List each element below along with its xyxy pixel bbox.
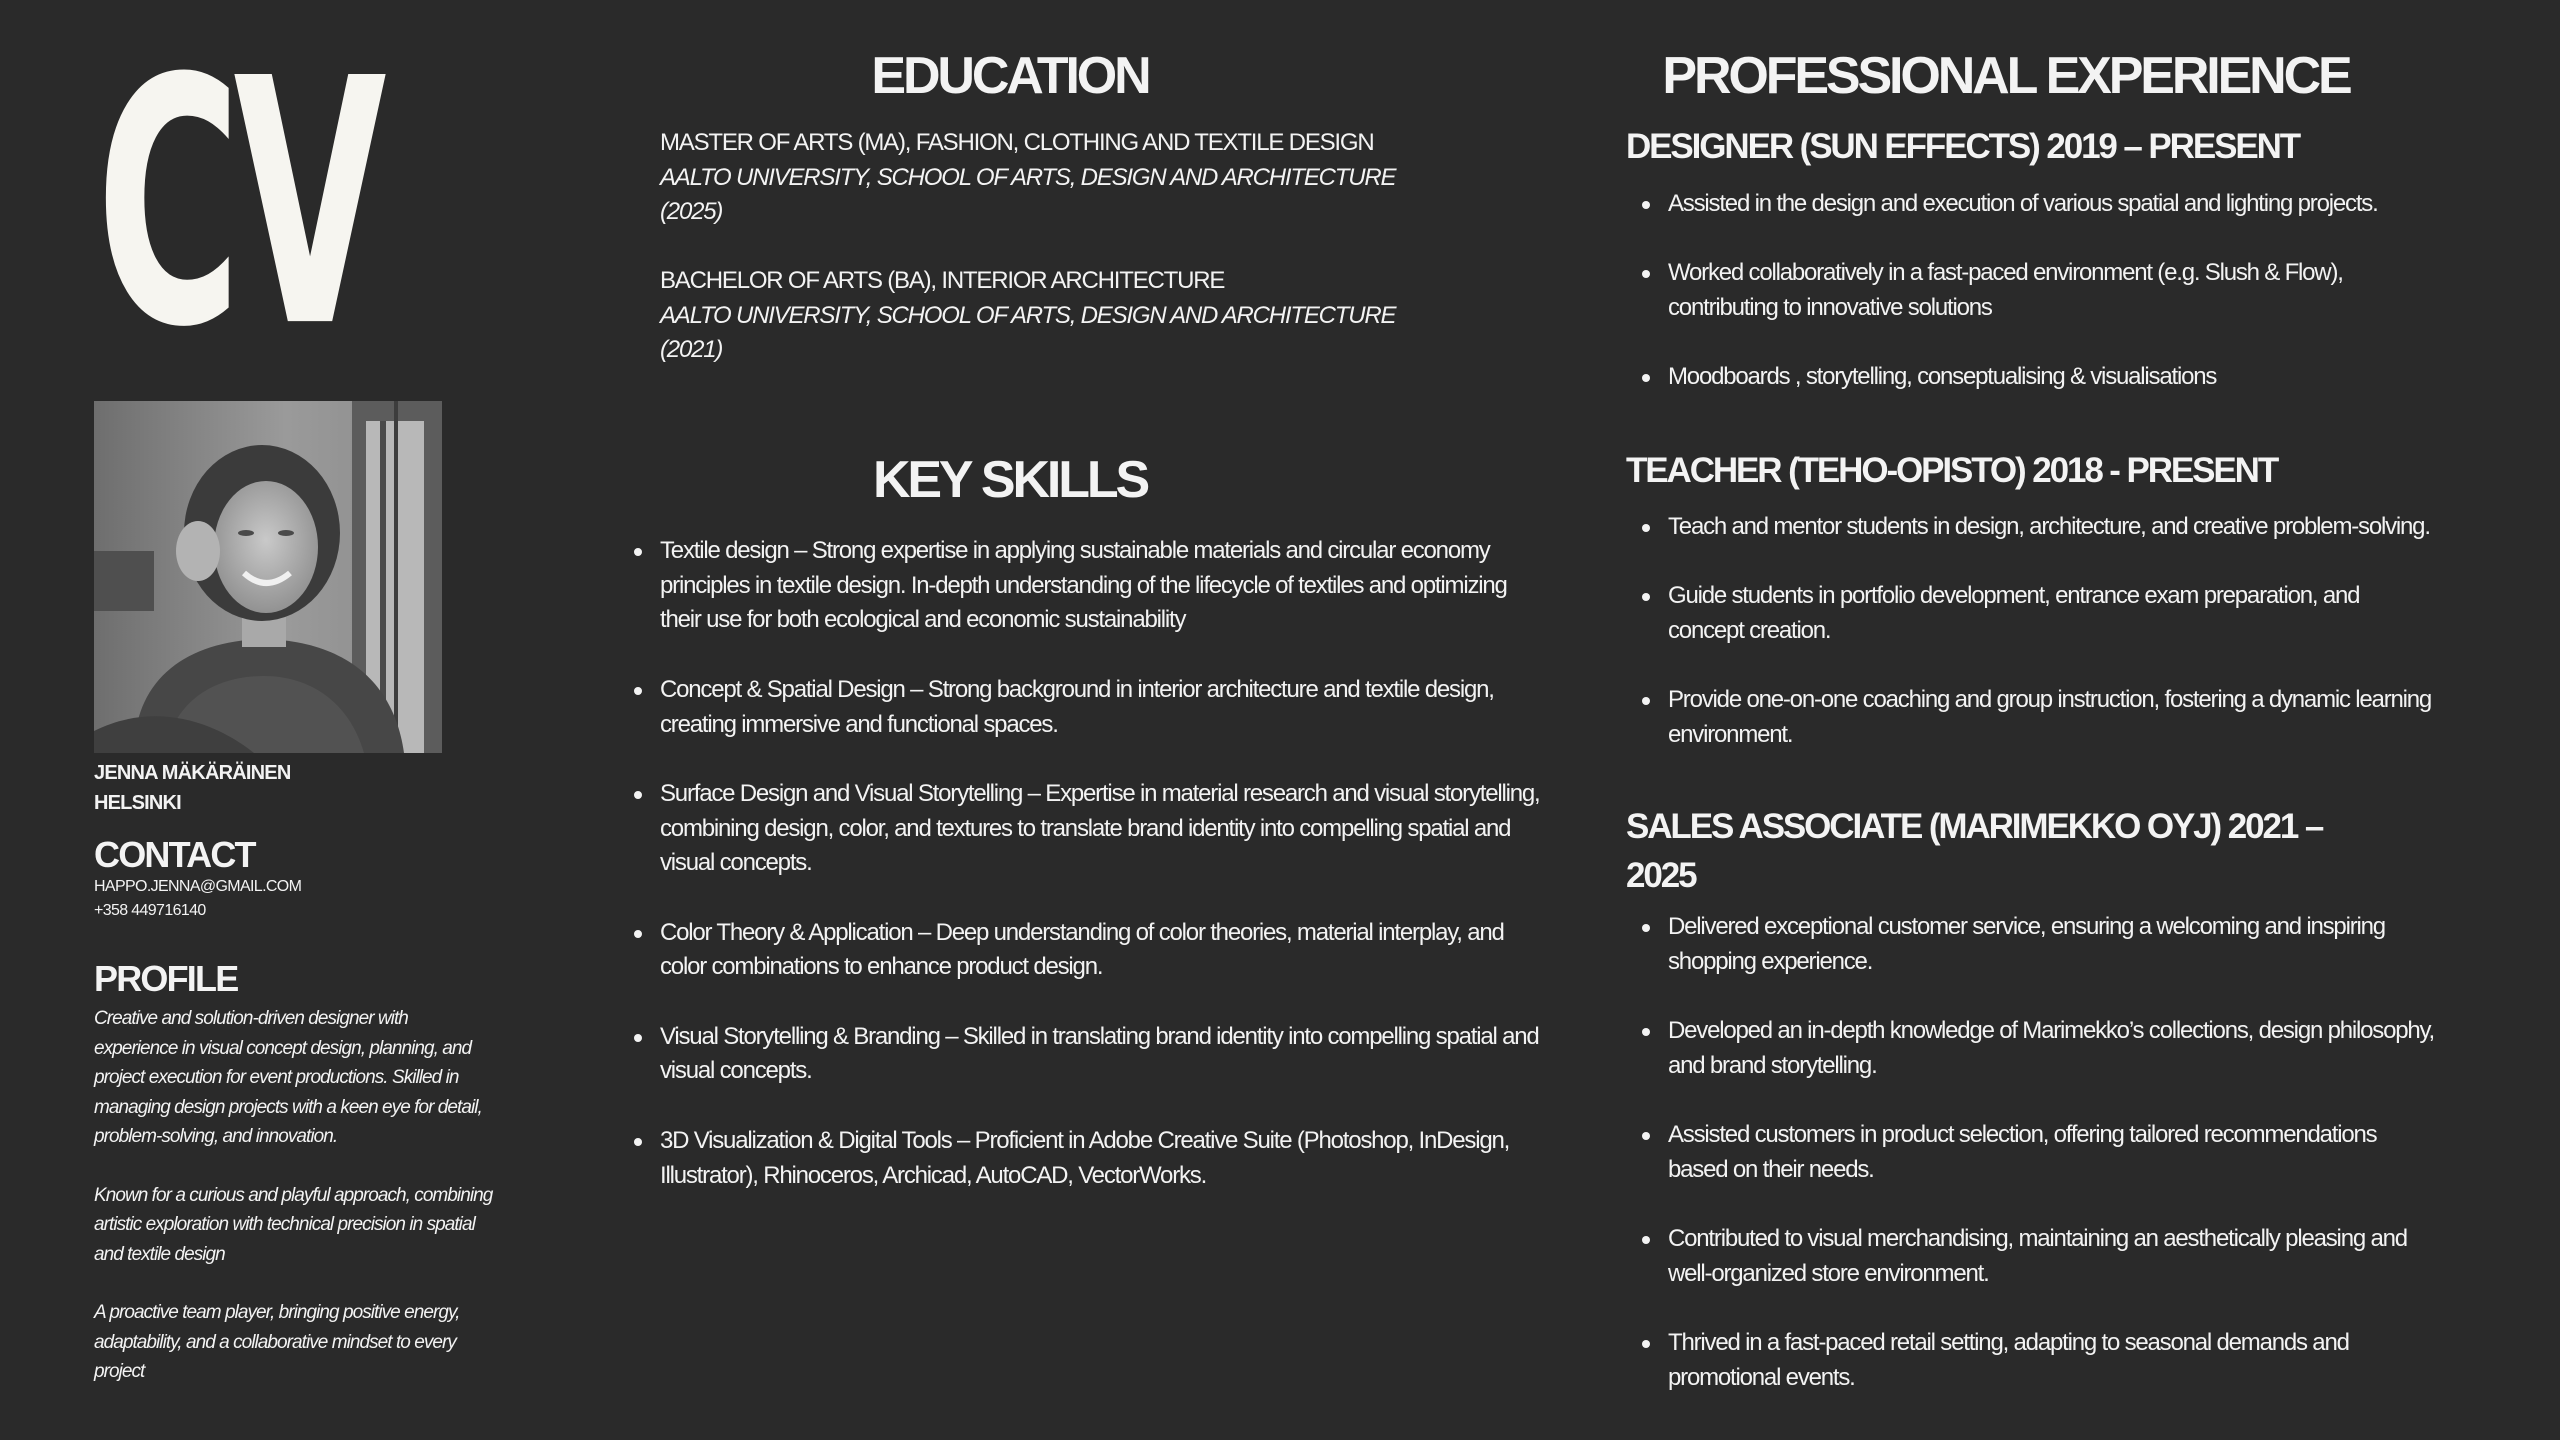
job-duty-item: Provide one-on-one coaching and group instruction, fostering a dynamic learning environment. bbox=[1668, 683, 2438, 752]
job-duties-list bbox=[1628, 187, 2438, 395]
skill-item: Surface Design and Visual Storytelling – Expertise in material research and visual storytelling, combining design, color, and textures to translate brand identity into compelling spatial and visual concepts. bbox=[660, 777, 1540, 881]
job-duty-item: Delivered exceptional customer service, ensuring a welcoming and inspiring shopping experience. bbox=[1668, 910, 2438, 979]
contact-heading: CONTACT bbox=[94, 834, 255, 875]
cv-logo: CV bbox=[96, 6, 379, 402]
job-title: DESIGNER (SUN EFFECTS) 2019 – PRESENT bbox=[1626, 127, 2300, 166]
job-duty-item: Assisted in the design and execution of various spatial and lighting projects. bbox=[1668, 187, 2438, 222]
skill-item: Concept & Spatial Design – Strong background in interior architecture and textile design, creating immersive and functional spaces. bbox=[660, 673, 1540, 742]
skills-heading: KEY SKILLS bbox=[872, 451, 1148, 509]
portrait-photo bbox=[94, 401, 442, 753]
job-duty-item: Guide students in portfolio development, entrance exam preparation, and concept creation. bbox=[1668, 579, 2438, 648]
profile-paragraph: Creative and solution-driven designer with experience in visual concept design, planning, and project execution for event productions. Skilled in managing design projects with a keen eye for detail, problem-solving, and innovation. bbox=[94, 1008, 482, 1147]
skill-item: Visual Storytelling & Branding – Skilled in translating brand identity into compelling spatial and visual concepts. bbox=[660, 1020, 1540, 1089]
job-duty-item: Developed an in-depth knowledge of Marimekko’s collections, design philosophy, and brand storytelling. bbox=[1668, 1014, 2438, 1083]
contact-phone[interactable]: +358 449716140 bbox=[94, 902, 206, 919]
education-degree: BACHELOR OF ARTS (BA), INTERIOR ARCHITECTURE bbox=[660, 267, 1225, 294]
profile-heading: PROFILE bbox=[94, 958, 238, 999]
job-duties-list bbox=[1628, 910, 2438, 1430]
person-name: JENNA MÄKÄRÄINEN bbox=[94, 762, 291, 784]
skills-list bbox=[620, 534, 1540, 1228]
skill-item: Textile design – Strong expertise in applying sustainable materials and circular economy principles in textile design. In-depth understanding of the lifecycle of textiles and optimizing their use for both ecological and economic sustainability bbox=[660, 534, 1540, 638]
education-degree: MASTER OF ARTS (MA), FASHION, CLOTHING AND TEXTILE DESIGN bbox=[660, 129, 1374, 156]
education-year: (2025) bbox=[660, 198, 723, 225]
job-duty-item: Worked collaboratively in a fast-paced environment (e.g. Slush & Flow), contributing to innovative solutions bbox=[1668, 256, 2438, 325]
job-title: TEACHER (TEHO-OPISTO) 2018 - PRESENT bbox=[1626, 451, 2278, 490]
education-entry bbox=[660, 126, 1420, 230]
job-duty-item: Teach and mentor students in design, architecture, and creative problem-solving. bbox=[1668, 510, 2438, 545]
profile-text bbox=[94, 1004, 494, 1416]
skill-item: Color Theory & Application – Deep understanding of color theories, material interplay, and color combinations to enhance product design. bbox=[660, 916, 1540, 985]
education-school: AALTO UNIVERSITY, SCHOOL OF ARTS, DESIGN AND ARCHITECTURE bbox=[660, 301, 1396, 329]
experience-heading: PROFESSIONAL EXPERIENCE bbox=[1662, 47, 2350, 105]
job-duties-list bbox=[1628, 510, 2438, 788]
profile-paragraph: Known for a curious and playful approach, combining artistic exploration with technical precision in spatial and textile design bbox=[94, 1184, 493, 1265]
job-duty-item: Contributed to visual merchandising, maintaining an aesthetically pleasing and well-organized store environment. bbox=[1668, 1222, 2438, 1291]
education-school: AALTO UNIVERSITY, SCHOOL OF ARTS, DESIGN AND ARCHITECTURE bbox=[660, 163, 1396, 191]
skill-item: 3D Visualization & Digital Tools – Proficient in Adobe Creative Suite (Photoshop, InDesign, Illustrator), Rhinoceros, Archicad, AutoCAD, VectorWorks. bbox=[660, 1124, 1540, 1193]
education-year: (2021) bbox=[660, 336, 723, 363]
education-entry bbox=[660, 264, 1420, 368]
profile-paragraph: A proactive team player, bringing positive energy, adaptability, and a collaborative mindset to every project bbox=[94, 1302, 460, 1382]
contact-email[interactable]: HAPPO.JENNA@GMAIL.COM bbox=[94, 878, 302, 895]
job-duty-item: Thrived in a fast-paced retail setting, adapting to seasonal demands and promotional events. bbox=[1668, 1326, 2438, 1395]
job-duty-item: Moodboards , storytelling, conseptualising & visualisations bbox=[1668, 360, 2438, 395]
person-city: HELSINKI bbox=[94, 792, 181, 814]
job-title: SALES ASSOCIATE (MARIMEKKO OYJ) 2021 – 2025 bbox=[1626, 807, 2323, 895]
education-heading: EDUCATION bbox=[871, 47, 1149, 105]
job-duty-item: Assisted customers in product selection, offering tailored recommendations based on their needs. bbox=[1668, 1118, 2438, 1187]
